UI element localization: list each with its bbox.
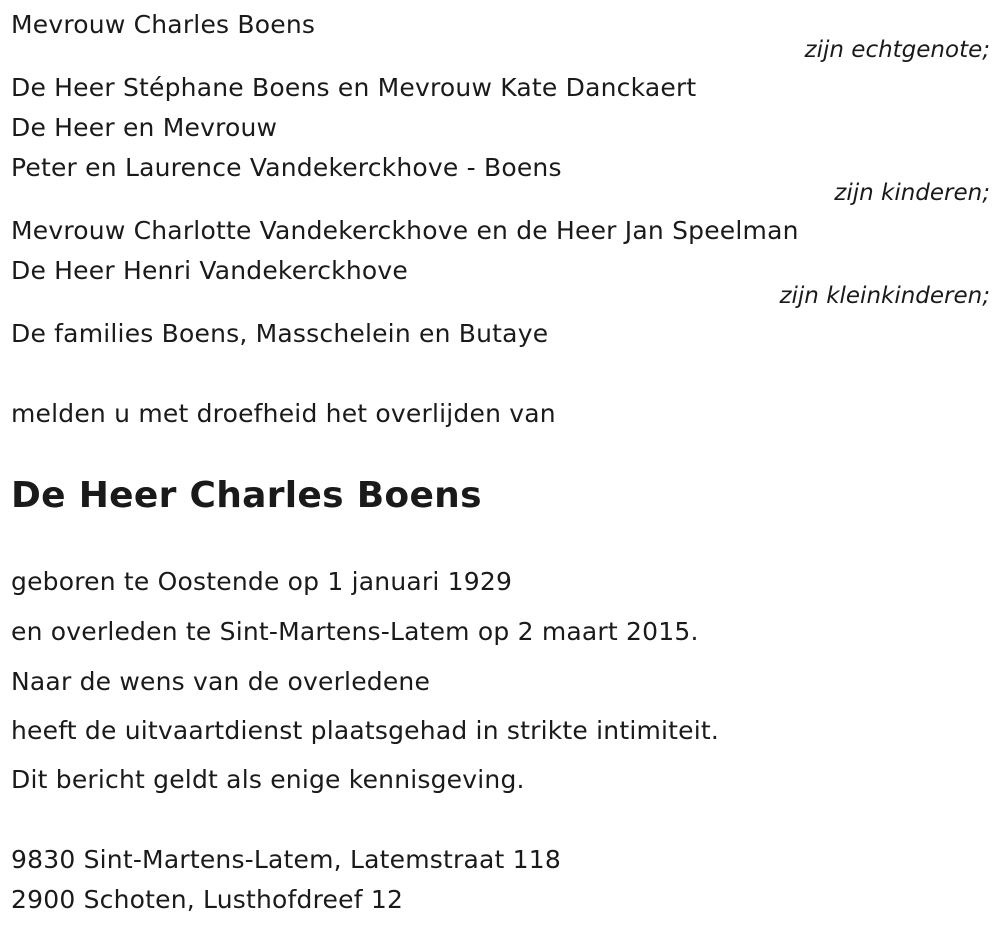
- funeral-line: heeft de uitvaartdienst plaatsgehad in strikte intimiteit.: [11, 716, 720, 745]
- grandchild-line-2: De Heer Henri Vandekerckhove: [11, 256, 408, 285]
- spouse-role: zijn echtgenote;: [804, 37, 990, 63]
- child-line-3: Peter en Laurence Vandekerckhove - Boens: [11, 153, 562, 182]
- spouse-name: Mevrouw Charles Boens: [11, 10, 316, 39]
- address-line-2: 2900 Schoten, Lusthofdreef 12: [11, 885, 404, 914]
- children-role: zijn kinderen;: [834, 180, 990, 206]
- notice-line: Dit bericht geldt als enige kennisgeving.: [11, 765, 525, 794]
- child-line-1: De Heer Stéphane Boens en Mevrouw Kate Danckaert: [11, 73, 697, 102]
- address-line-1: 9830 Sint-Martens-Latem, Latemstraat 118: [11, 845, 561, 874]
- death-line: en overleden te Sint-Martens-Latem op 2 maart 2015.: [11, 617, 699, 646]
- birth-line: geboren te Oostende op 1 januari 1929: [11, 567, 513, 596]
- announcement-line: melden u met droefheid het overlijden van: [11, 399, 556, 428]
- grandchild-line-1: Mevrouw Charlotte Vandekerckhove en de Heer Jan Speelman: [11, 216, 799, 245]
- wish-line: Naar de wens van de overledene: [11, 667, 431, 696]
- families-line: De families Boens, Masschelein en Butaye: [11, 319, 549, 348]
- grandchildren-role: zijn kleinkinderen;: [779, 283, 990, 309]
- deceased-name-heading: De Heer Charles Boens: [11, 475, 482, 516]
- child-line-2: De Heer en Mevrouw: [11, 113, 278, 142]
